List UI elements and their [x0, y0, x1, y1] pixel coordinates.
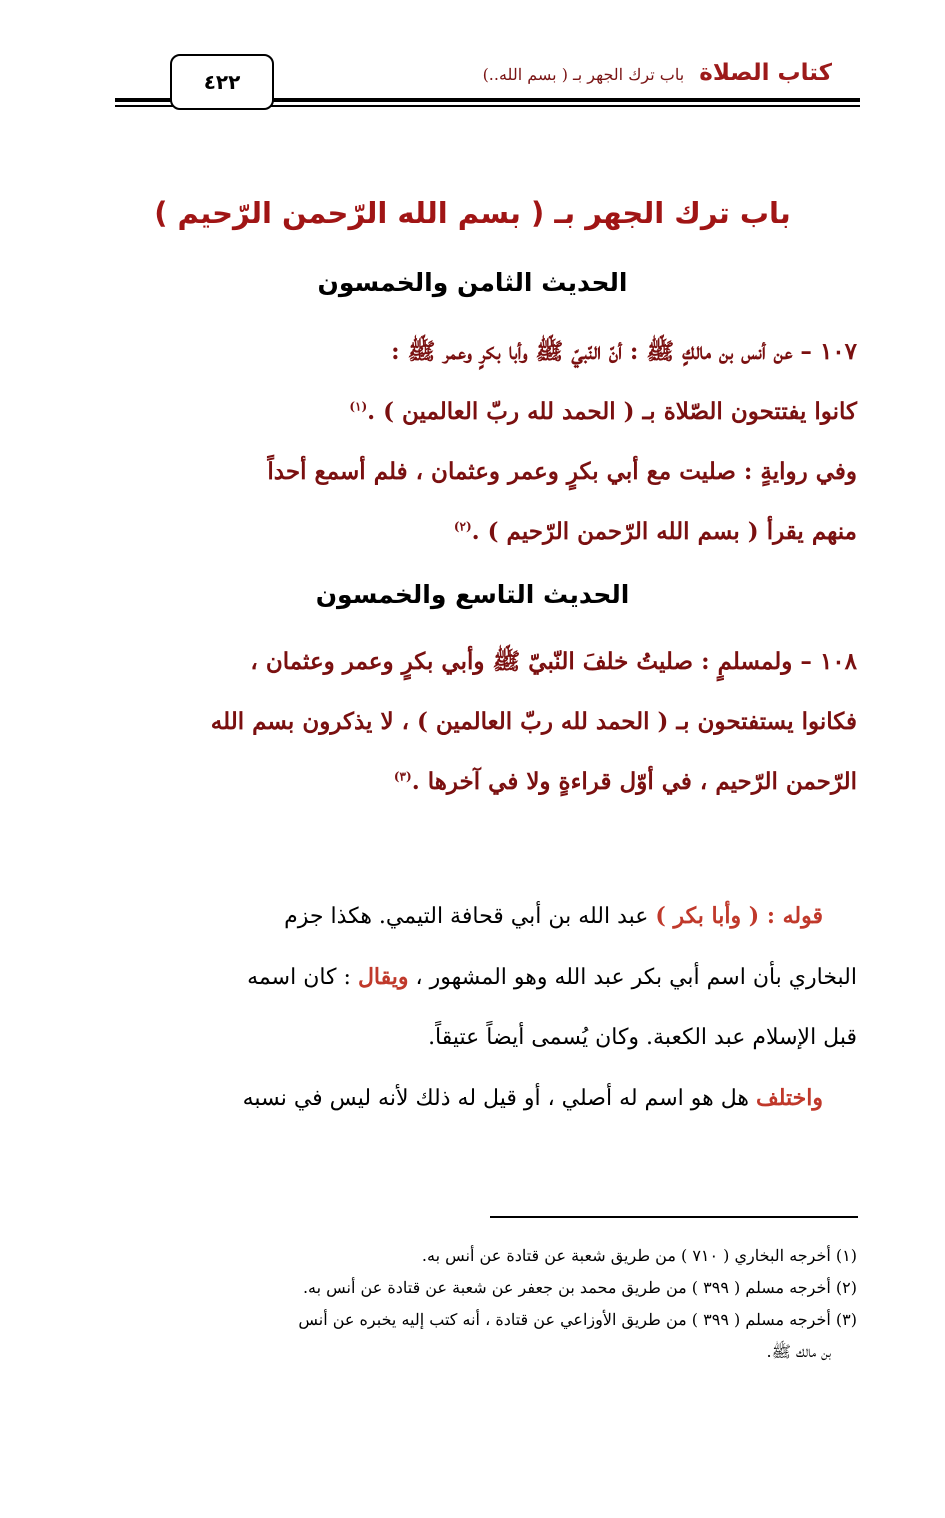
commentary-lead: قوله : ( وأبا بكر ): [655, 903, 823, 929]
footnote-ref-2: (٢): [453, 519, 472, 534]
hadith-59-line2: فكانوا يستفتحون بـ ( الحمد لله ربّ العالمين ) ، لا يذكرون بسم الله: [210, 708, 857, 735]
chapter-heading: باب ترك الجهر بـ ( بسم الله الرّحمن الرّحيم ): [154, 196, 791, 230]
running-title: [483, 60, 832, 86]
hadith-59-heading: الحديث التاسع والخمسون: [315, 580, 630, 609]
footnotes: [97, 1240, 857, 1368]
footnote-ref-3: (٣): [393, 769, 412, 784]
hadith-59-line1: ١٠٨ – ولمسلمٍ : صليتُ خلفَ النّبيّ ﷺ وأبي بكرٍ وعمر وعثمان ،: [250, 648, 857, 675]
footnote-3: (٣) أخرجه مسلم ( ٣٩٩ ) من طريق الأوزاعي عن قتادة ، أنه كتب إليه يخبره عن أنس: [298, 1310, 857, 1329]
chapter-running-title: باب ترك الجهر بـ ( بسم الله..): [482, 65, 685, 84]
hadith-59-line3: الرّحمن الرّحيم ، في أوّل قراءةٍ ولا في آخرها .$^{(٣)}$: [393, 768, 857, 795]
commentary-line2: البخاري بأن اسم أبي بكر عبد الله وهو المشهور ، ويقال : كان اسمه: [247, 964, 857, 990]
footnote-2: (٢) أخرجه مسلم ( ٣٩٩ ) من طريق محمد بن جعفر عن شعبة عن قتادة عن أنس به.: [302, 1278, 857, 1297]
hadith-58-line3: وفي روايةٍ : صليت مع أبي بكرٍ وعمر وعثمان ، فلم أسمع أحداً: [267, 458, 857, 485]
commentary-keyword-ikhtalafa: واختلف: [755, 1085, 823, 1111]
footnote-1: (١) أخرجه البخاري ( ٧١٠ ) من طريق شعبة عن قتادة عن أنس به.: [421, 1246, 857, 1265]
hadith-58-line4: منهم يقرأ ( بسم الله الرّحمن الرّحيم ) .$^{(٢)}$: [453, 518, 857, 545]
commentary-line1: قوله : ( وأبا بكر ) عبد الله بن أبي قحافة التيمي. هكذا جزم: [284, 903, 823, 929]
footnote-3-continued: بن مالك ﷺ.: [766, 1342, 831, 1361]
footnote-separator: [490, 1216, 858, 1218]
hadith-58-line1: ١٠٧ – عن أنس بن مالكٍ ﷺ : أنّ النّبيّ ﷺ وأبا بكرٍ وعمر ﷺ :: [391, 338, 857, 365]
commentary-keyword-yuqal: ويقال: [357, 964, 409, 990]
commentary-line4: واختلف هل هو اسم له أصلي ، أو قيل له ذلك لأنه ليس في نسبه: [242, 1085, 823, 1111]
book-title: كتاب الصلاة: [699, 60, 832, 86]
hadith-58-text: [97, 322, 857, 562]
commentary: [97, 886, 857, 1129]
footnote-ref-1: (١): [349, 399, 368, 414]
commentary-line3: قبل الإسلام عبد الكعبة. وكان يُسمى أيضاً عتيقاً.: [428, 1025, 857, 1050]
page-number: ٤٢٢: [170, 54, 274, 110]
hadith-58-line2: كانوا يفتتحون الصّلاة بـ ( الحمد لله ربّ العالمين ) .$^{(١)}$: [349, 398, 857, 425]
hadith-58-heading: الحديث الثامن والخمسون: [317, 268, 628, 297]
hadith-59-text: [97, 632, 857, 812]
